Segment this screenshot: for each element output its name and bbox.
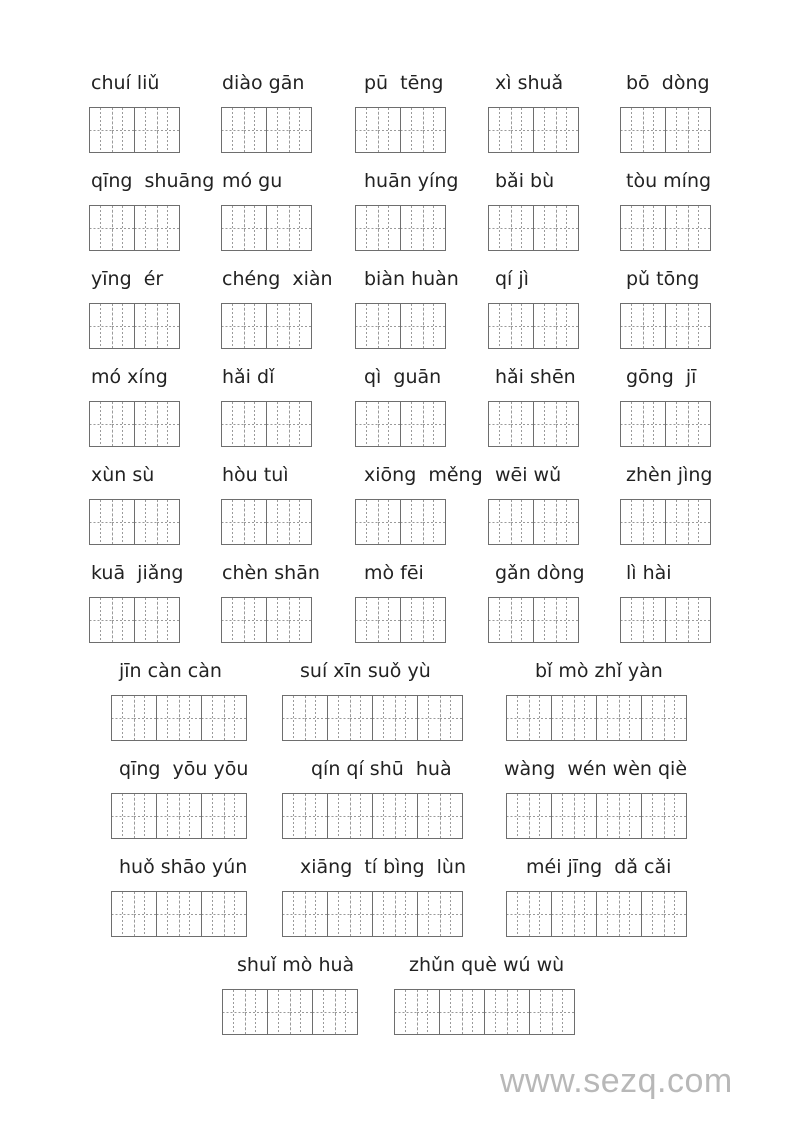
character-grid[interactable] (355, 401, 445, 447)
tianzige-cell[interactable] (266, 401, 290, 447)
tianzige-cell[interactable] (327, 695, 351, 741)
pinyin-label: lì hài (626, 562, 672, 584)
tianzige-cell[interactable] (266, 597, 290, 643)
tianzige-cell[interactable] (533, 401, 557, 447)
tianzige-cell[interactable] (372, 891, 396, 937)
tianzige-cell[interactable] (355, 107, 379, 153)
character-grid[interactable] (89, 303, 179, 349)
tianzige-cell[interactable] (440, 695, 464, 741)
tianzige-cell[interactable] (619, 793, 643, 839)
character-grid[interactable] (488, 303, 578, 349)
pinyin-label: chuí liǔ (91, 72, 160, 94)
tianzige-cell[interactable] (111, 695, 135, 741)
tianzige-cell[interactable] (552, 989, 576, 1035)
tianzige-cell[interactable] (201, 793, 225, 839)
pinyin-label: shuǐ mò huà (237, 954, 355, 976)
character-grid[interactable] (506, 891, 686, 937)
pinyin-label: yīng ér (91, 268, 164, 290)
tianzige-cell[interactable] (511, 401, 535, 447)
tianzige-cell[interactable] (665, 401, 689, 447)
tianzige-cell[interactable] (417, 989, 441, 1035)
tianzige-cell[interactable] (134, 303, 158, 349)
pinyin-label: pǔ tōng (626, 268, 700, 290)
tianzige-cell[interactable] (529, 695, 553, 741)
tianzige-cell[interactable] (488, 107, 512, 153)
pinyin-label: bǐ mò zhǐ yàn (535, 660, 663, 682)
character-grid[interactable] (111, 793, 246, 839)
character-grid[interactable] (221, 401, 311, 447)
tianzige-cell[interactable] (134, 793, 158, 839)
tianzige-cell[interactable] (551, 891, 575, 937)
tianzige-cell[interactable] (221, 107, 245, 153)
tianzige-cell[interactable] (355, 303, 379, 349)
tianzige-cell[interactable] (224, 793, 248, 839)
tianzige-cell[interactable] (529, 891, 553, 937)
tianzige-cell[interactable] (506, 695, 530, 741)
pinyin-label: mó gu (222, 170, 283, 192)
tianzige-cell[interactable] (665, 597, 689, 643)
tianzige-cell[interactable] (112, 107, 136, 153)
tianzige-cell[interactable] (157, 401, 181, 447)
tianzige-cell[interactable] (111, 891, 135, 937)
tianzige-cell[interactable] (372, 793, 396, 839)
tianzige-cell[interactable] (529, 989, 553, 1035)
tianzige-cell[interactable] (620, 107, 644, 153)
tianzige-cell[interactable] (355, 499, 379, 545)
character-grid[interactable] (620, 107, 710, 153)
tianzige-cell[interactable] (688, 401, 712, 447)
watermark: www.sezq.com (500, 1062, 733, 1100)
character-grid[interactable] (355, 597, 445, 643)
character-grid[interactable] (89, 401, 179, 447)
pinyin-label: chéng xiàn (222, 268, 333, 290)
tianzige-cell[interactable] (327, 891, 351, 937)
tianzige-cell[interactable] (400, 499, 424, 545)
tianzige-cell[interactable] (179, 891, 203, 937)
pinyin-label: suí xīn suǒ yù (300, 660, 431, 682)
tianzige-cell[interactable] (400, 107, 424, 153)
tianzige-cell[interactable] (688, 499, 712, 545)
pinyin-label: xì shuǎ (495, 72, 564, 94)
tianzige-cell[interactable] (111, 793, 135, 839)
tianzige-cell[interactable] (556, 597, 580, 643)
character-grid[interactable] (282, 891, 462, 937)
tianzige-cell[interactable] (335, 989, 359, 1035)
tianzige-cell[interactable] (156, 695, 180, 741)
tianzige-cell[interactable] (378, 205, 402, 251)
tianzige-cell[interactable] (112, 205, 136, 251)
character-grid[interactable] (89, 597, 179, 643)
tianzige-cell[interactable] (688, 303, 712, 349)
tianzige-cell[interactable] (221, 303, 245, 349)
tianzige-cell[interactable] (305, 793, 329, 839)
tianzige-cell[interactable] (533, 499, 557, 545)
tianzige-cell[interactable] (244, 597, 268, 643)
character-grid[interactable] (355, 107, 445, 153)
tianzige-cell[interactable] (179, 793, 203, 839)
tianzige-cell[interactable] (157, 597, 181, 643)
tianzige-cell[interactable] (224, 695, 248, 741)
character-grid[interactable] (221, 597, 311, 643)
character-grid[interactable] (620, 303, 710, 349)
pinyin-label: wēi wǔ (495, 464, 562, 486)
pinyin-label: xiōng měng (364, 464, 483, 486)
tianzige-cell[interactable] (643, 499, 667, 545)
tianzige-cell[interactable] (222, 989, 246, 1035)
tianzige-cell[interactable] (350, 891, 374, 937)
pinyin-label: zhèn jìng (626, 464, 713, 486)
tianzige-cell[interactable] (596, 793, 620, 839)
tianzige-cell[interactable] (267, 989, 291, 1035)
tianzige-cell[interactable] (289, 107, 313, 153)
tianzige-cell[interactable] (488, 597, 512, 643)
tianzige-cell[interactable] (112, 303, 136, 349)
pinyin-label: tòu míng (626, 170, 712, 192)
tianzige-cell[interactable] (266, 205, 290, 251)
tianzige-cell[interactable] (643, 401, 667, 447)
tianzige-cell[interactable] (350, 793, 374, 839)
tianzige-cell[interactable] (245, 989, 269, 1035)
tianzige-cell[interactable] (620, 303, 644, 349)
pinyin-label: gōng jī (626, 366, 697, 388)
character-grid[interactable] (355, 499, 445, 545)
tianzige-cell[interactable] (641, 891, 665, 937)
tianzige-cell[interactable] (665, 107, 689, 153)
character-grid[interactable] (355, 205, 445, 251)
tianzige-cell[interactable] (244, 401, 268, 447)
tianzige-cell[interactable] (439, 989, 463, 1035)
tianzige-cell[interactable] (664, 891, 688, 937)
character-grid[interactable] (620, 205, 710, 251)
tianzige-cell[interactable] (305, 891, 329, 937)
pinyin-label: qín qí shū huà (311, 758, 452, 780)
tianzige-cell[interactable] (266, 303, 290, 349)
tianzige-cell[interactable] (89, 107, 113, 153)
pinyin-label: jīn càn càn (119, 660, 222, 682)
tianzige-cell[interactable] (156, 793, 180, 839)
tianzige-cell[interactable] (282, 793, 306, 839)
tianzige-cell[interactable] (440, 793, 464, 839)
tianzige-cell[interactable] (620, 499, 644, 545)
pinyin-label: mò fēi (364, 562, 424, 584)
tianzige-cell[interactable] (619, 891, 643, 937)
tianzige-cell[interactable] (89, 205, 113, 251)
tianzige-cell[interactable] (221, 499, 245, 545)
tianzige-cell[interactable] (511, 303, 535, 349)
tianzige-cell[interactable] (620, 205, 644, 251)
tianzige-cell[interactable] (488, 499, 512, 545)
tianzige-cell[interactable] (282, 891, 306, 937)
pinyin-label: bō dòng (626, 72, 710, 94)
tianzige-cell[interactable] (511, 205, 535, 251)
character-grid[interactable] (89, 499, 179, 545)
tianzige-cell[interactable] (244, 107, 268, 153)
tianzige-cell[interactable] (620, 401, 644, 447)
tianzige-cell[interactable] (400, 401, 424, 447)
tianzige-cell[interactable] (289, 303, 313, 349)
tianzige-cell[interactable] (688, 107, 712, 153)
pinyin-label: biàn huàn (364, 268, 459, 290)
tianzige-cell[interactable] (533, 205, 557, 251)
tianzige-cell[interactable] (641, 793, 665, 839)
character-grid[interactable] (89, 205, 179, 251)
character-grid[interactable] (620, 401, 710, 447)
tianzige-cell[interactable] (244, 205, 268, 251)
pinyin-label: diào gān (222, 72, 305, 94)
tianzige-cell[interactable] (423, 499, 447, 545)
tianzige-cell[interactable] (400, 205, 424, 251)
tianzige-cell[interactable] (244, 499, 268, 545)
tianzige-cell[interactable] (556, 205, 580, 251)
character-grid[interactable] (111, 891, 246, 937)
pinyin-label: mó xíng (91, 366, 168, 388)
pinyin-label: zhǔn què wú wù (409, 954, 565, 976)
tianzige-cell[interactable] (596, 695, 620, 741)
tianzige-cell[interactable] (620, 597, 644, 643)
tianzige-cell[interactable] (157, 499, 181, 545)
character-grid[interactable] (221, 303, 311, 349)
tianzige-cell[interactable] (327, 793, 351, 839)
character-grid[interactable] (620, 499, 710, 545)
tianzige-cell[interactable] (378, 597, 402, 643)
tianzige-cell[interactable] (224, 891, 248, 937)
pinyin-label: hǎi dǐ (222, 366, 275, 388)
character-grid[interactable] (222, 989, 357, 1035)
tianzige-cell[interactable] (400, 303, 424, 349)
pinyin-label: hòu tuì (222, 464, 289, 486)
tianzige-cell[interactable] (574, 891, 598, 937)
tianzige-cell[interactable] (395, 793, 419, 839)
pinyin-label: qīng shuāng (91, 170, 215, 192)
tianzige-cell[interactable] (134, 205, 158, 251)
tianzige-cell[interactable] (511, 499, 535, 545)
tianzige-cell[interactable] (378, 107, 402, 153)
tianzige-cell[interactable] (664, 793, 688, 839)
tianzige-cell[interactable] (395, 891, 419, 937)
tianzige-cell[interactable] (157, 107, 181, 153)
tianzige-cell[interactable] (266, 499, 290, 545)
tianzige-cell[interactable] (221, 597, 245, 643)
character-grid[interactable] (282, 695, 462, 741)
tianzige-cell[interactable] (551, 695, 575, 741)
tianzige-cell[interactable] (551, 793, 575, 839)
character-grid[interactable] (111, 695, 246, 741)
tianzige-cell[interactable] (289, 205, 313, 251)
tianzige-cell[interactable] (574, 793, 598, 839)
tianzige-cell[interactable] (506, 793, 530, 839)
tianzige-cell[interactable] (157, 205, 181, 251)
tianzige-cell[interactable] (289, 597, 313, 643)
tianzige-cell[interactable] (289, 401, 313, 447)
character-grid[interactable] (506, 793, 686, 839)
tianzige-cell[interactable] (134, 891, 158, 937)
tianzige-cell[interactable] (89, 499, 113, 545)
tianzige-cell[interactable] (266, 107, 290, 153)
tianzige-cell[interactable] (112, 401, 136, 447)
tianzige-cell[interactable] (156, 891, 180, 937)
tianzige-cell[interactable] (282, 695, 306, 741)
pinyin-label: huǒ shāo yún (119, 856, 248, 878)
tianzige-cell[interactable] (643, 303, 667, 349)
character-grid[interactable] (488, 107, 578, 153)
character-grid[interactable] (488, 499, 578, 545)
tianzige-cell[interactable] (423, 205, 447, 251)
tianzige-cell[interactable] (305, 695, 329, 741)
tianzige-cell[interactable] (221, 401, 245, 447)
pinyin-label: qì guān (364, 366, 442, 388)
tianzige-cell[interactable] (134, 597, 158, 643)
tianzige-cell[interactable] (488, 205, 512, 251)
tianzige-cell[interactable] (506, 891, 530, 937)
character-grid[interactable] (394, 989, 574, 1035)
character-grid[interactable] (221, 107, 311, 153)
tianzige-cell[interactable] (134, 695, 158, 741)
tianzige-cell[interactable] (89, 303, 113, 349)
pinyin-label: qīng yōu yōu (119, 758, 249, 780)
tianzige-cell[interactable] (533, 597, 557, 643)
tianzige-cell[interactable] (556, 107, 580, 153)
tianzige-cell[interactable] (462, 989, 486, 1035)
tianzige-cell[interactable] (355, 401, 379, 447)
tianzige-cell[interactable] (440, 891, 464, 937)
tianzige-cell[interactable] (201, 695, 225, 741)
tianzige-cell[interactable] (157, 303, 181, 349)
pinyin-label: chèn shān (222, 562, 320, 584)
pinyin-label: huān yíng (364, 170, 459, 192)
tianzige-cell[interactable] (688, 597, 712, 643)
tianzige-cell[interactable] (89, 401, 113, 447)
tianzige-cell[interactable] (665, 205, 689, 251)
tianzige-cell[interactable] (688, 205, 712, 251)
tianzige-cell[interactable] (244, 303, 268, 349)
tianzige-cell[interactable] (201, 891, 225, 937)
tianzige-cell[interactable] (641, 695, 665, 741)
tianzige-cell[interactable] (417, 695, 441, 741)
tianzige-cell[interactable] (400, 597, 424, 643)
character-grid[interactable] (282, 793, 462, 839)
tianzige-cell[interactable] (643, 205, 667, 251)
tianzige-cell[interactable] (417, 891, 441, 937)
tianzige-cell[interactable] (134, 499, 158, 545)
character-grid[interactable] (355, 303, 445, 349)
tianzige-cell[interactable] (89, 597, 113, 643)
tianzige-cell[interactable] (221, 205, 245, 251)
tianzige-cell[interactable] (395, 695, 419, 741)
tianzige-cell[interactable] (556, 499, 580, 545)
pinyin-label: hǎi shēn (495, 366, 576, 388)
tianzige-cell[interactable] (289, 499, 313, 545)
pinyin-label: bǎi bù (495, 170, 555, 192)
tianzige-cell[interactable] (372, 695, 396, 741)
tianzige-cell[interactable] (112, 597, 136, 643)
character-grid[interactable] (488, 597, 578, 643)
tianzige-cell[interactable] (355, 205, 379, 251)
tianzige-cell[interactable] (423, 303, 447, 349)
tianzige-cell[interactable] (417, 793, 441, 839)
tianzige-cell[interactable] (134, 401, 158, 447)
tianzige-cell[interactable] (290, 989, 314, 1035)
tianzige-cell[interactable] (423, 597, 447, 643)
tianzige-cell[interactable] (423, 107, 447, 153)
tianzige-cell[interactable] (488, 401, 512, 447)
character-grid[interactable] (488, 401, 578, 447)
character-grid[interactable] (221, 205, 311, 251)
tianzige-cell[interactable] (423, 401, 447, 447)
tianzige-cell[interactable] (664, 695, 688, 741)
tianzige-cell[interactable] (596, 891, 620, 937)
character-grid[interactable] (620, 597, 710, 643)
pinyin-label: xùn sù (91, 464, 155, 486)
tianzige-cell[interactable] (394, 989, 418, 1035)
tianzige-cell[interactable] (574, 695, 598, 741)
pinyin-label: méi jīng dǎ cǎi (526, 856, 672, 878)
tianzige-cell[interactable] (511, 107, 535, 153)
tianzige-cell[interactable] (134, 107, 158, 153)
tianzige-cell[interactable] (556, 401, 580, 447)
pinyin-label: pū tēng (364, 72, 444, 94)
tianzige-cell[interactable] (488, 303, 512, 349)
tianzige-cell[interactable] (507, 989, 531, 1035)
tianzige-cell[interactable] (665, 499, 689, 545)
pinyin-label: qí jì (495, 268, 529, 290)
character-grid[interactable] (89, 107, 179, 153)
tianzige-cell[interactable] (378, 401, 402, 447)
tianzige-cell[interactable] (619, 695, 643, 741)
tianzige-cell[interactable] (378, 303, 402, 349)
tianzige-cell[interactable] (556, 303, 580, 349)
tianzige-cell[interactable] (529, 793, 553, 839)
tianzige-cell[interactable] (643, 107, 667, 153)
tianzige-cell[interactable] (643, 597, 667, 643)
tianzige-cell[interactable] (484, 989, 508, 1035)
tianzige-cell[interactable] (312, 989, 336, 1035)
pinyin-label: xiāng tí bìng lùn (300, 856, 466, 878)
tianzige-cell[interactable] (350, 695, 374, 741)
tianzige-cell[interactable] (112, 499, 136, 545)
tianzige-cell[interactable] (355, 597, 379, 643)
pinyin-label: wàng wén wèn qiè (504, 758, 688, 780)
tianzige-cell[interactable] (378, 499, 402, 545)
character-grid[interactable] (221, 499, 311, 545)
tianzige-cell[interactable] (533, 107, 557, 153)
tianzige-cell[interactable] (533, 303, 557, 349)
tianzige-cell[interactable] (179, 695, 203, 741)
pinyin-label: gǎn dòng (495, 562, 585, 584)
tianzige-cell[interactable] (665, 303, 689, 349)
pinyin-label: kuā jiǎng (91, 562, 184, 584)
tianzige-cell[interactable] (511, 597, 535, 643)
character-grid[interactable] (488, 205, 578, 251)
character-grid[interactable] (506, 695, 686, 741)
